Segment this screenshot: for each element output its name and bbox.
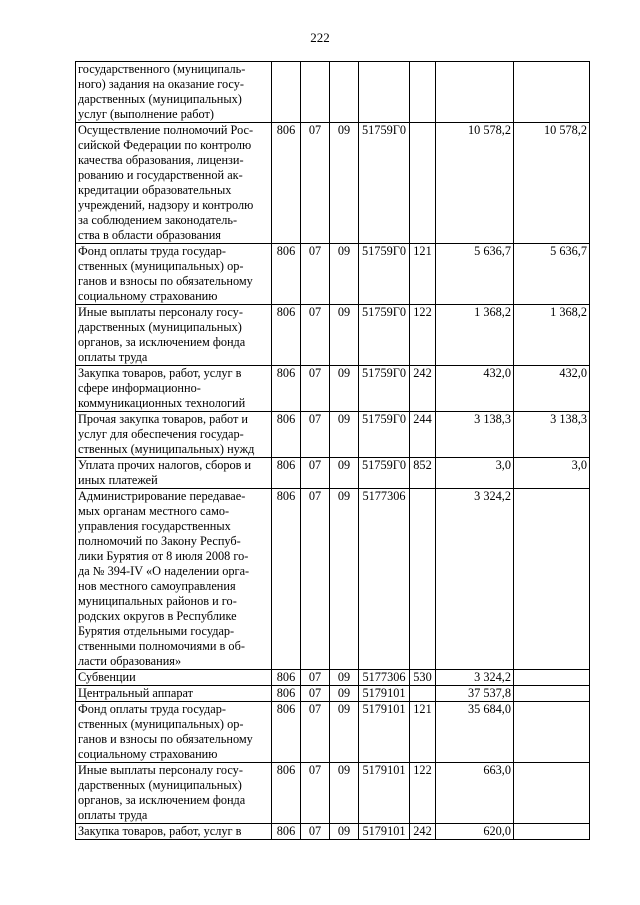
- sum-value-2: [514, 763, 590, 824]
- row-name: Администрирование передавае- мых органам местного само- управления государственных полномочий по Закону Респуб- лики Бурятия от 8 июля 2008 го- да № 394-IV «О наделении орга- нов местного самоуправления муниципальных районов и го- родских округов в Республике Бурятия отдельными государ- ственными полномочиями в об- ласти образования»: [76, 489, 272, 670]
- row-name: Закупка товаров, работ, услуг в сфере информационно- коммуникационных технологий: [76, 366, 272, 412]
- row-name: Закупка товаров, работ, услуг в: [76, 824, 272, 840]
- row-name: Осуществление полномочий Рос- сийской Федерации по контролю качества образования, лицензи- рованию и государственной ак- кредитации образовательных учреждений, надзору и контролю за соблюдением законодатель- ства в области образования: [76, 123, 272, 244]
- ministry-code: 806: [272, 686, 301, 702]
- section-code: [301, 62, 330, 123]
- expense-type: 530: [410, 670, 436, 686]
- expense-type: 242: [410, 366, 436, 412]
- subsection-code: 09: [330, 412, 359, 458]
- subsection-code: 09: [330, 670, 359, 686]
- section-code: 07: [301, 412, 330, 458]
- section-code: 07: [301, 123, 330, 244]
- section-code: 07: [301, 702, 330, 763]
- table-row: [76, 702, 590, 763]
- expense-type: 242: [410, 824, 436, 840]
- section-code: 07: [301, 763, 330, 824]
- sum-value: 3,0: [436, 458, 514, 489]
- table-row: [76, 123, 590, 244]
- row-name: Иные выплаты персоналу госу- дарственных (муниципальных) органов, за исключением фонда оплаты труда: [76, 305, 272, 366]
- table-row: [76, 62, 590, 123]
- target-article: 51759Г0: [359, 123, 410, 244]
- ministry-code: 806: [272, 458, 301, 489]
- sum-value: 3 324,2: [436, 670, 514, 686]
- page-number: 222: [310, 30, 330, 45]
- sum-value-2: [514, 489, 590, 670]
- row-name: Иные выплаты персоналу госу- дарственных (муниципальных) органов, за исключением фонда оплаты труда: [76, 763, 272, 824]
- subsection-code: 09: [330, 686, 359, 702]
- sum-value-2: 1 368,2: [514, 305, 590, 366]
- sum-value: 37 537,8: [436, 686, 514, 702]
- ministry-code: 806: [272, 305, 301, 366]
- row-name: Фонд оплаты труда государ- ственных (муниципальных) ор- ганов и взносы по обязательному социальному страхованию: [76, 702, 272, 763]
- sum-value: 10 578,2: [436, 123, 514, 244]
- ministry-code: 806: [272, 489, 301, 670]
- sum-value-2: [514, 62, 590, 123]
- target-article: 5177306: [359, 670, 410, 686]
- sum-value-2: 3 138,3: [514, 412, 590, 458]
- table-row: [76, 244, 590, 305]
- sum-value: 3 324,2: [436, 489, 514, 670]
- table-row: [76, 686, 590, 702]
- table-row: [76, 824, 590, 840]
- section-code: 07: [301, 686, 330, 702]
- sum-value-2: 5 636,7: [514, 244, 590, 305]
- target-article: 5179101: [359, 686, 410, 702]
- sum-value-2: [514, 824, 590, 840]
- ministry-code: 806: [272, 366, 301, 412]
- expense-type: 121: [410, 244, 436, 305]
- row-name: Субвенции: [76, 670, 272, 686]
- row-name: Уплата прочих налогов, сборов и иных платежей: [76, 458, 272, 489]
- sum-value: 35 684,0: [436, 702, 514, 763]
- ministry-code: 806: [272, 123, 301, 244]
- budget-table: [75, 61, 590, 840]
- table-row: [76, 458, 590, 489]
- sum-value: 620,0: [436, 824, 514, 840]
- target-article: 51759Г0: [359, 366, 410, 412]
- expense-type: 852: [410, 458, 436, 489]
- expense-type: [410, 62, 436, 123]
- expense-type: 244: [410, 412, 436, 458]
- subsection-code: 09: [330, 489, 359, 670]
- target-article: 51759Г0: [359, 412, 410, 458]
- section-code: 07: [301, 366, 330, 412]
- subsection-code: [330, 62, 359, 123]
- subsection-code: 09: [330, 244, 359, 305]
- sum-value-2: [514, 670, 590, 686]
- sum-value: [436, 62, 514, 123]
- table-row: [76, 305, 590, 366]
- target-article: 5179101: [359, 702, 410, 763]
- subsection-code: 09: [330, 763, 359, 824]
- section-code: 07: [301, 824, 330, 840]
- subsection-code: 09: [330, 824, 359, 840]
- target-article: 5177306: [359, 489, 410, 670]
- expense-type: 122: [410, 763, 436, 824]
- row-name: государственного (муниципаль- ного) задания на оказание госу- дарственных (муниципальных) услуг (выполнение работ): [76, 62, 272, 123]
- ministry-code: 806: [272, 412, 301, 458]
- ministry-code: [272, 62, 301, 123]
- ministry-code: 806: [272, 244, 301, 305]
- target-article: [359, 62, 410, 123]
- sum-value: 5 636,7: [436, 244, 514, 305]
- subsection-code: 09: [330, 123, 359, 244]
- target-article: 51759Г0: [359, 458, 410, 489]
- section-code: 07: [301, 670, 330, 686]
- ministry-code: 806: [272, 824, 301, 840]
- expense-type: [410, 489, 436, 670]
- table-row: [76, 412, 590, 458]
- target-article: 5179101: [359, 824, 410, 840]
- sum-value: 663,0: [436, 763, 514, 824]
- subsection-code: 09: [330, 366, 359, 412]
- ministry-code: 806: [272, 702, 301, 763]
- subsection-code: 09: [330, 305, 359, 366]
- sum-value-2: [514, 702, 590, 763]
- table-row: [76, 489, 590, 670]
- expense-type: 122: [410, 305, 436, 366]
- ministry-code: 806: [272, 670, 301, 686]
- target-article: 51759Г0: [359, 305, 410, 366]
- table-row: [76, 366, 590, 412]
- target-article: 51759Г0: [359, 244, 410, 305]
- target-article: 5179101: [359, 763, 410, 824]
- sum-value-2: 432,0: [514, 366, 590, 412]
- subsection-code: 09: [330, 702, 359, 763]
- sum-value-2: [514, 686, 590, 702]
- row-name: Центральный аппарат: [76, 686, 272, 702]
- expense-type: [410, 686, 436, 702]
- sum-value: 3 138,3: [436, 412, 514, 458]
- section-code: 07: [301, 458, 330, 489]
- sum-value-2: 10 578,2: [514, 123, 590, 244]
- subsection-code: 09: [330, 458, 359, 489]
- expense-type: 121: [410, 702, 436, 763]
- section-code: 07: [301, 244, 330, 305]
- row-name: Прочая закупка товаров, работ и услуг для обеспечения государ- ственных (муниципальных) нужд: [76, 412, 272, 458]
- table-row: [76, 670, 590, 686]
- sum-value: 1 368,2: [436, 305, 514, 366]
- table-row: [76, 763, 590, 824]
- section-code: 07: [301, 305, 330, 366]
- ministry-code: 806: [272, 763, 301, 824]
- expense-type: [410, 123, 436, 244]
- sum-value-2: 3,0: [514, 458, 590, 489]
- section-code: 07: [301, 489, 330, 670]
- row-name: Фонд оплаты труда государ- ственных (муниципальных) ор- ганов и взносы по обязательному социальному страхованию: [76, 244, 272, 305]
- sum-value: 432,0: [436, 366, 514, 412]
